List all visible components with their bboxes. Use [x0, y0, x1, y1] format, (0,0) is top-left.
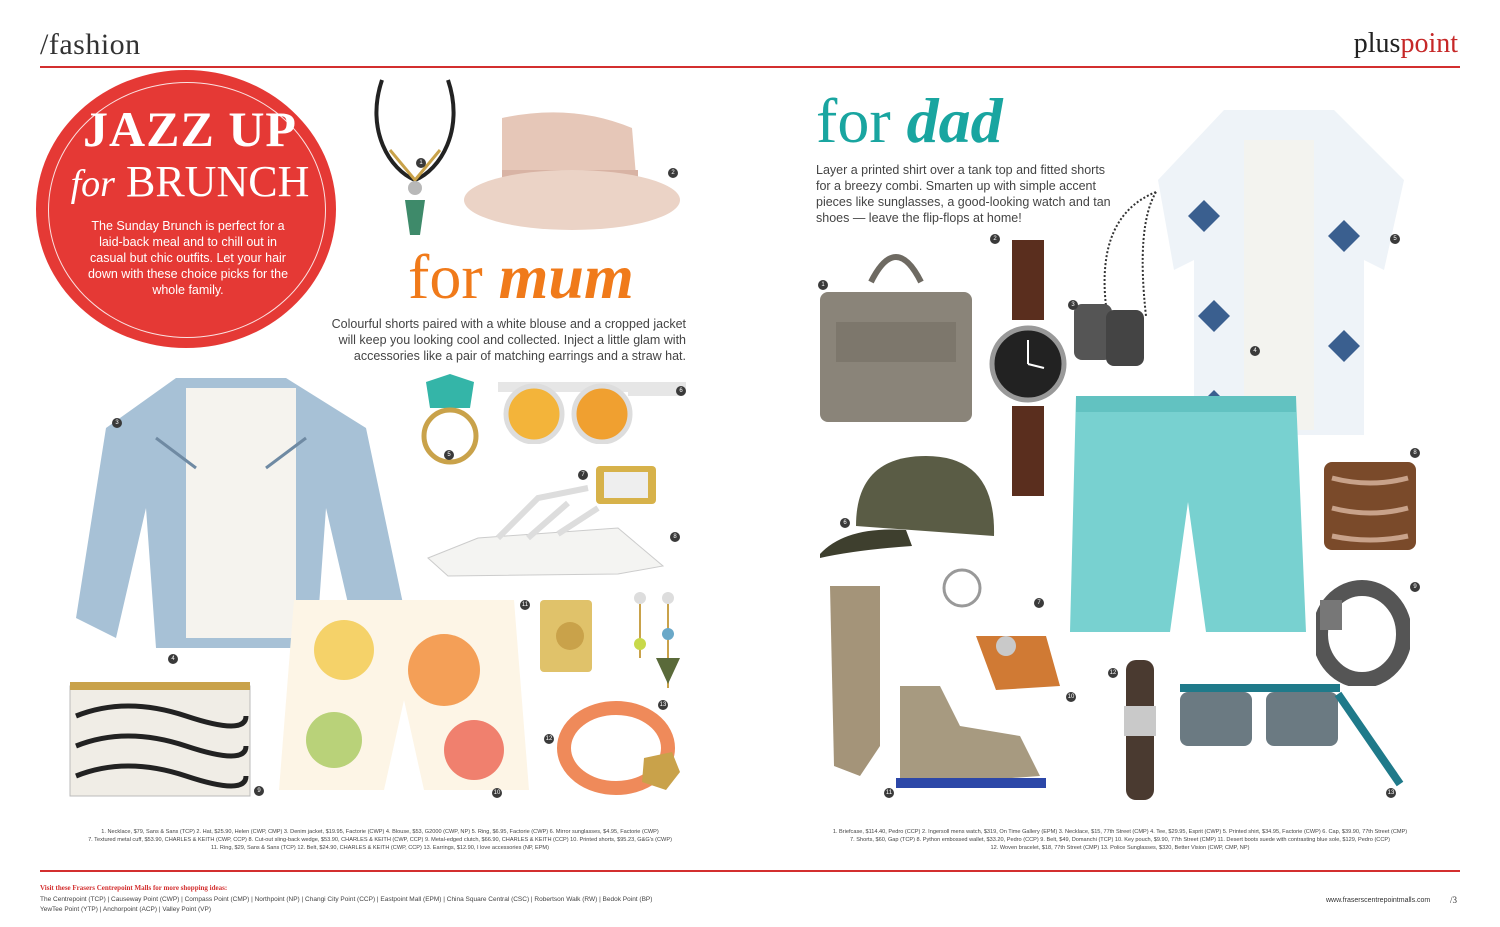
dad-heading-for: for	[816, 85, 891, 156]
marker-mum-1: 1	[416, 158, 426, 168]
wallet-image	[1320, 458, 1420, 554]
necklace-image	[360, 70, 470, 250]
floral-shorts-image	[274, 590, 534, 800]
bottom-rule	[40, 870, 1460, 872]
marker-mum-11: 11	[521, 602, 529, 608]
dad-credits-line: 1. Briefcase, $114.40, Pedro (CCP) 2. Ingersoll mens watch, $319, On Time Gallery (EPM) 3. Necklace, $15, 77th Street (CMP) 4. Tee, $29.95, Esprit (CWP) 5. Printed shirt, $34.95, Factorie (CWP) 6. Cap, $39.90, 77th Street (CMP)	[832, 829, 1408, 835]
marker-dad-12: 12	[1109, 670, 1117, 676]
mum-credits-line: 1. Necklace, $79, Sans & Sans (TCP) 2. Hat, $25.90, Helen (CWP, CMP) 3. Denim jacket, $19.95, Factorie (CWP) 4. Blouse, $53, G2000 (CWP, NP) 5. Ring, $6.95, Factorie (CWP) 6. Mirror sunglasses, $4.95, Factorie (CWP)	[101, 829, 659, 835]
desert-boots-image	[820, 576, 1080, 796]
marker-mum-4: 4	[168, 654, 178, 664]
marker-dad-6: 6	[840, 518, 850, 528]
cap-image	[816, 446, 1000, 566]
marker-dad-10: 10	[1067, 694, 1075, 700]
mum-credits-line: 7. Textured metal cuff, $53.90, CHARLES & KEITH (CWP, CCP) 8. Cut-out sling-back wedge, $53.90, CHARLES & KEITH (CWP, CCP) 9. Metal-edged clutch, $66.90, CHARLES & KEITH (CCP) 10. Printed shorts, $95.23, G&G's (CWP)	[88, 837, 672, 843]
intro-text: The Sunday Brunch is perfect for a laid-back meal and to chill out in casual but chic outfits. Let your hair down with these choice picks for the whole family.	[87, 219, 289, 297]
marker-mum-2: 2	[668, 168, 678, 178]
headline-for: for	[70, 163, 115, 205]
brand-logo	[1354, 28, 1458, 60]
belt-image	[556, 698, 686, 798]
footer-title: Visit these Frasers Centrepoint Malls for more shopping ideas:	[40, 884, 228, 892]
marker-dad-9: 9	[1410, 582, 1420, 592]
marker-dad-5: 5	[1390, 234, 1400, 244]
printed-shirt-image	[1154, 100, 1408, 440]
footer-url-link[interactable]: www.fraserscentrepointmalls.com	[1326, 897, 1431, 904]
sling-back-wedge-image	[418, 478, 668, 580]
marker-dad-13: 13	[1387, 790, 1395, 796]
section-tag: /fashion	[40, 28, 141, 61]
footer-malls-line: YewTee Point (YTP) | Anchorpoint (ACP) | Valley Point (VP)	[40, 906, 212, 913]
dad-heading-word: dad	[906, 85, 1003, 156]
earrings-image	[626, 588, 682, 706]
marker-mum-8: 8	[670, 532, 680, 542]
marker-dad-3: 3	[1068, 300, 1078, 310]
mum-heading	[408, 240, 634, 314]
woven-bracelet-image	[1120, 656, 1160, 804]
top-rule	[40, 66, 1460, 68]
clutch-image	[66, 676, 256, 800]
mum-heading-for: for	[408, 241, 483, 312]
dog-tag-necklace-image	[1066, 186, 1166, 372]
footer-malls-line: The Centrepoint (TCP) | Causeway Point (CWP) | Compass Point (CMP) | Northpoint (NP) | Changi City Point (CCP) | Eastpoint Mall (EPM) | China Square Central (CSC) | Robertson Walk (RW) | Bedok Point (BP)	[40, 896, 653, 903]
marker-mum-10: 10	[493, 790, 501, 796]
brand-logo-part1: plus	[1353, 28, 1401, 59]
marker-mum-7: 7	[578, 470, 588, 480]
marker-dad-2: 2	[990, 234, 1000, 244]
mum-intro-text: Colourful shorts paired with a white blouse and a cropped jacket will keep you looking cool and collected. Inject a little glam with accessories like a pair of matching earrings and a straw hat.	[331, 317, 686, 363]
marker-mum-12: 12	[545, 736, 553, 742]
page-number: /3	[1450, 895, 1458, 905]
straw-hat-image	[462, 108, 682, 238]
marker-dad-8: 8	[1410, 448, 1420, 458]
marker-dad-1: 1	[818, 280, 828, 290]
briefcase-image	[816, 242, 976, 430]
mum-heading-word: mum	[498, 241, 634, 312]
dad-credits-line: 7. Shorts, $60, Gap (TCP) 8. Python embossed wallet, $33.20, Pedro (CCP) 9. Belt, $49, Domanchi (TCP) 10. Key pouch, $9.90, 77th Street (CMP) 11. Desert boots suede with contrasting blue sole, $129, Pedro (CCP)	[850, 837, 1390, 843]
dad-intro-text: Layer a printed shirt over a tank top and fitted shorts for a breezy combi. Smarten up with simple accent pieces like sunglasses, a good-looking watch and tan shoes — leave the flip-flops at home!	[816, 163, 1111, 225]
cocktail-ring-image	[536, 596, 596, 676]
headline-for-brunch	[70, 156, 310, 207]
headline-jazz-up: JAZZ UP	[83, 101, 297, 157]
brand-logo-part2: point	[1400, 28, 1458, 59]
leather-belt-image	[1316, 580, 1410, 686]
dad-credits	[800, 828, 1440, 852]
marker-mum-5: 5	[444, 450, 454, 460]
footer-mall-list	[40, 895, 760, 915]
shorts-image	[1066, 392, 1310, 642]
marker-mum-9: 9	[254, 786, 264, 796]
marker-dad-11: 11	[885, 790, 893, 796]
marker-dad-4: 4	[1250, 346, 1260, 356]
marker-mum-3: 3	[112, 418, 122, 428]
police-sunglasses-image	[1172, 674, 1404, 804]
dad-heading	[816, 84, 1003, 158]
dad-credits-line: 12. Woven bracelet, $18, 77th Street (CMP) 13. Police Sunglasses, $320, Better Vision (CWP, CMP, NP)	[990, 845, 1250, 851]
marker-mum-13: 13	[659, 702, 667, 708]
headline-brunch: BRUNCH	[125, 157, 310, 206]
marker-mum-6: 6	[676, 386, 686, 396]
mum-credits-line: 11. Ring, $29, Sans & Sans (TCP) 12. Belt, $24.90, CHARLES & KEITH (CWP, CCP) 13. Earrings, $12.90, I love accessories (NP, EPM)	[211, 845, 549, 851]
mum-credits	[60, 828, 700, 852]
mirror-sunglasses-image	[496, 376, 688, 444]
marker-dad-7: 7	[1034, 598, 1044, 608]
